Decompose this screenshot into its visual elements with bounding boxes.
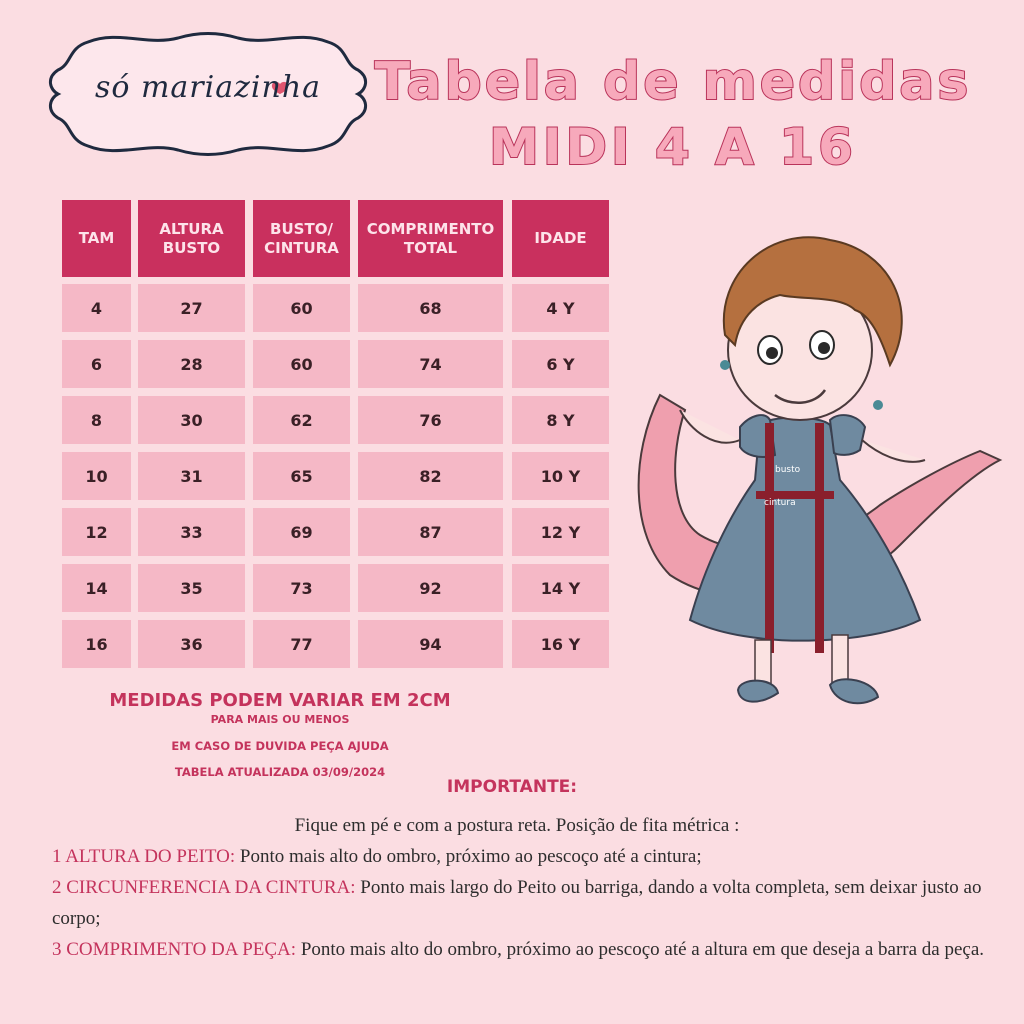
cell-tam: 16 — [62, 620, 131, 668]
important-heading: IMPORTANTE: — [446, 777, 578, 797]
instruction-label: 1 ALTURA DO PEITO: — [52, 846, 236, 867]
cell-altura-busto: 28 — [138, 340, 245, 388]
cell-comprimento-total: 76 — [358, 396, 503, 444]
instruction-text: Ponto mais alto do ombro, próximo ao pescoço até a cintura; — [235, 846, 702, 867]
girl-measuring-illustration — [610, 215, 1010, 725]
cell-busto-cintura: 77 — [253, 620, 350, 668]
note-tolerance: PARA MAIS OU MENOS — [210, 713, 350, 726]
instruction-label: 2 CIRCUNFERENCIA DA CINTURA: — [52, 877, 356, 898]
cell-tam: 10 — [62, 452, 131, 500]
header-busto-cintura: BUSTO/ CINTURA — [253, 200, 350, 277]
note-help: EM CASO DE DUVIDA PEÇA AJUDA — [171, 739, 389, 753]
cell-comprimento-total: 92 — [358, 564, 503, 612]
instruction-item — [52, 934, 992, 965]
cell-tam: 6 — [62, 340, 131, 388]
cell-altura-busto: 31 — [138, 452, 245, 500]
cell-tam: 8 — [62, 396, 131, 444]
cell-busto-cintura: 65 — [253, 452, 350, 500]
cell-busto-cintura: 60 — [253, 284, 350, 332]
cell-busto-cintura: 73 — [253, 564, 350, 612]
instruction-item — [52, 841, 992, 872]
cell-altura-busto: 30 — [138, 396, 245, 444]
cell-comprimento-total: 82 — [358, 452, 503, 500]
cell-idade: 8 Y — [512, 396, 609, 444]
cell-busto-cintura: 62 — [253, 396, 350, 444]
tape-label-bust: busto — [775, 465, 801, 475]
cell-busto-cintura: 60 — [253, 340, 350, 388]
cell-altura-busto: 36 — [138, 620, 245, 668]
instruction-item — [52, 872, 992, 934]
cell-idade: 14 Y — [512, 564, 609, 612]
tape-label-waist: cintura — [764, 498, 796, 508]
page-title: Tabela de medidas — [374, 52, 972, 112]
note-variation: MEDIDAS PODEM VARIAR EM 2CM — [109, 690, 451, 711]
instruction-text: Ponto mais largo do Peito ou barriga, dando a volta completa, sem deixar justo ao corpo; — [52, 877, 982, 929]
header-idade: IDADE — [512, 200, 609, 277]
cell-comprimento-total: 94 — [358, 620, 503, 668]
instruction-text: Ponto mais alto do ombro, próximo ao pescoço até a altura em que deseja a barra da peça. — [296, 939, 985, 960]
header-comprimento-total: COMPRIMENTO TOTAL — [358, 200, 503, 277]
cell-idade: 10 Y — [512, 452, 609, 500]
cell-tam: 4 — [62, 284, 131, 332]
brand-logo-text: só mariazinha — [94, 70, 322, 105]
header-tam: TAM — [62, 200, 131, 277]
instruction-label: 3 COMPRIMENTO DA PEÇA: — [52, 939, 297, 960]
page-subtitle: MIDI 4 A 16 — [489, 118, 857, 176]
cell-comprimento-total: 87 — [358, 508, 503, 556]
cell-idade: 6 Y — [512, 340, 609, 388]
important-intro: Fique em pé e com a postura reta. Posição de fita métrica : — [294, 815, 740, 836]
note-updated: TABELA ATUALIZADA 03/09/2024 — [174, 765, 386, 779]
cell-altura-busto: 27 — [138, 284, 245, 332]
cell-comprimento-total: 74 — [358, 340, 503, 388]
cell-altura-busto: 35 — [138, 564, 245, 612]
header-altura-busto: ALTURA BUSTO — [138, 200, 245, 277]
cell-idade: 16 Y — [512, 620, 609, 668]
cell-idade: 4 Y — [512, 284, 609, 332]
cell-tam: 14 — [62, 564, 131, 612]
cell-tam: 12 — [62, 508, 131, 556]
cell-busto-cintura: 69 — [253, 508, 350, 556]
cell-idade: 12 Y — [512, 508, 609, 556]
cell-altura-busto: 33 — [138, 508, 245, 556]
cell-comprimento-total: 68 — [358, 284, 503, 332]
